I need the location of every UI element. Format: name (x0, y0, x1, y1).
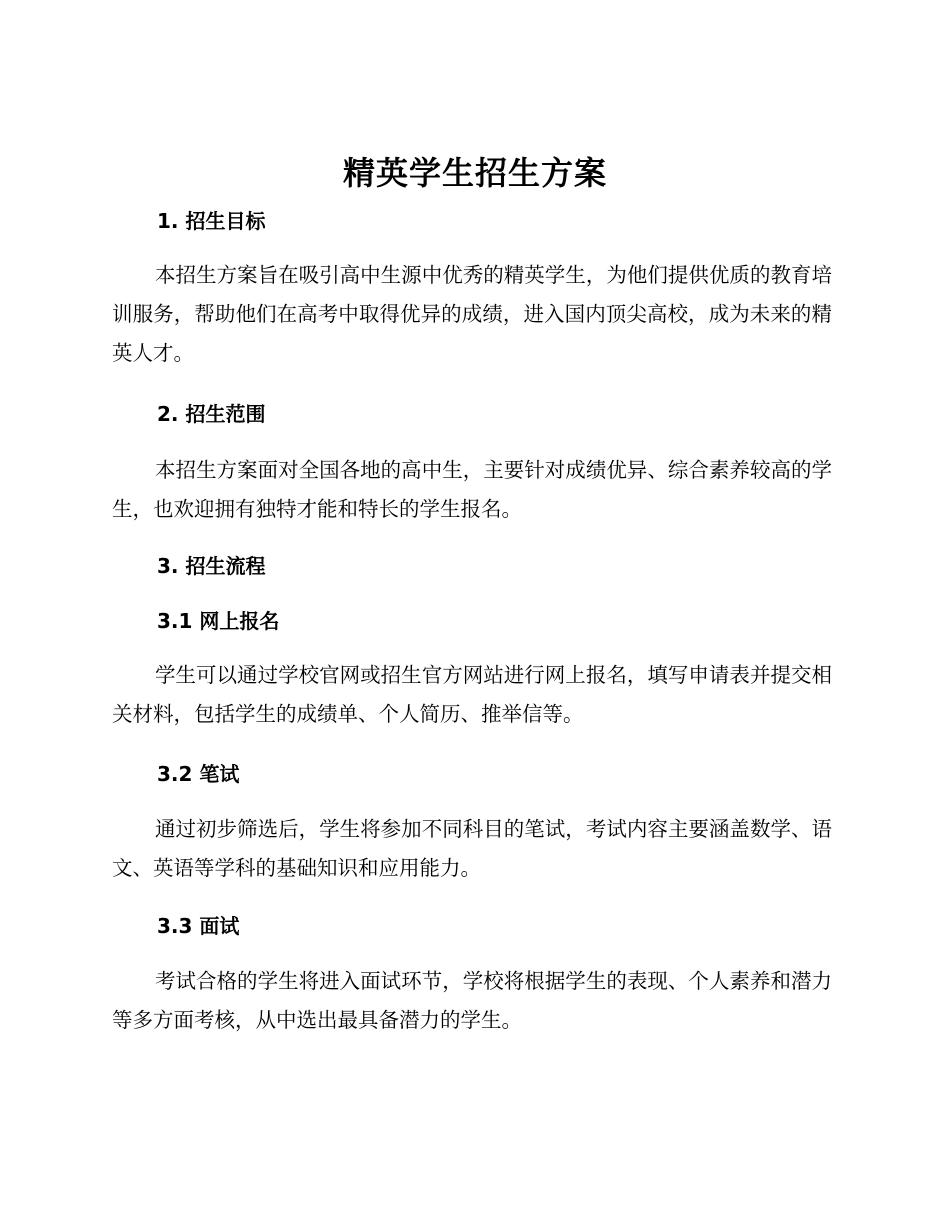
section-heading-interview: 3.3 面试 (157, 914, 240, 938)
document-title: 精英学生招生方案 (342, 154, 607, 192)
section-body-goal: 本招生方案旨在吸引高中生源中优秀的精英学生，为他们提供优质的教育培训服务，帮助他们在高考中取得优异的成绩，进入国内顶尖高校，成为未来的精英人才。 (112, 263, 832, 365)
section-heading-goal: 1. 招生目标 (157, 209, 266, 233)
section-body-scope: 本招生方案面对全国各地的高中生，主要针对成绩优异、综合素养较高的学生，也欢迎拥有独特才能和特长的学生报名。 (112, 458, 832, 521)
section-heading-scope: 2. 招生范围 (157, 402, 266, 426)
section-heading-process: 3. 招生流程 (157, 554, 266, 578)
section-body-online-registration: 学生可以通过学校官网或招生官方网站进行网上报名，填写申请表并提交相关材料，包括学生的成绩单、个人简历、推举信等。 (112, 663, 832, 726)
section-heading-written-exam: 3.2 笔试 (157, 762, 240, 786)
section-body-written-exam: 通过初步筛选后，学生将参加不同科目的笔试，考试内容主要涵盖数学、语文、英语等学科的基础知识和应用能力。 (112, 817, 832, 880)
section-body-interview: 考试合格的学生将进入面试环节，学校将根据学生的表现、个人素养和潜力等多方面考核，从中选出最具备潜力的学生。 (112, 969, 832, 1032)
section-heading-online-registration: 3.1 网上报名 (157, 609, 280, 633)
